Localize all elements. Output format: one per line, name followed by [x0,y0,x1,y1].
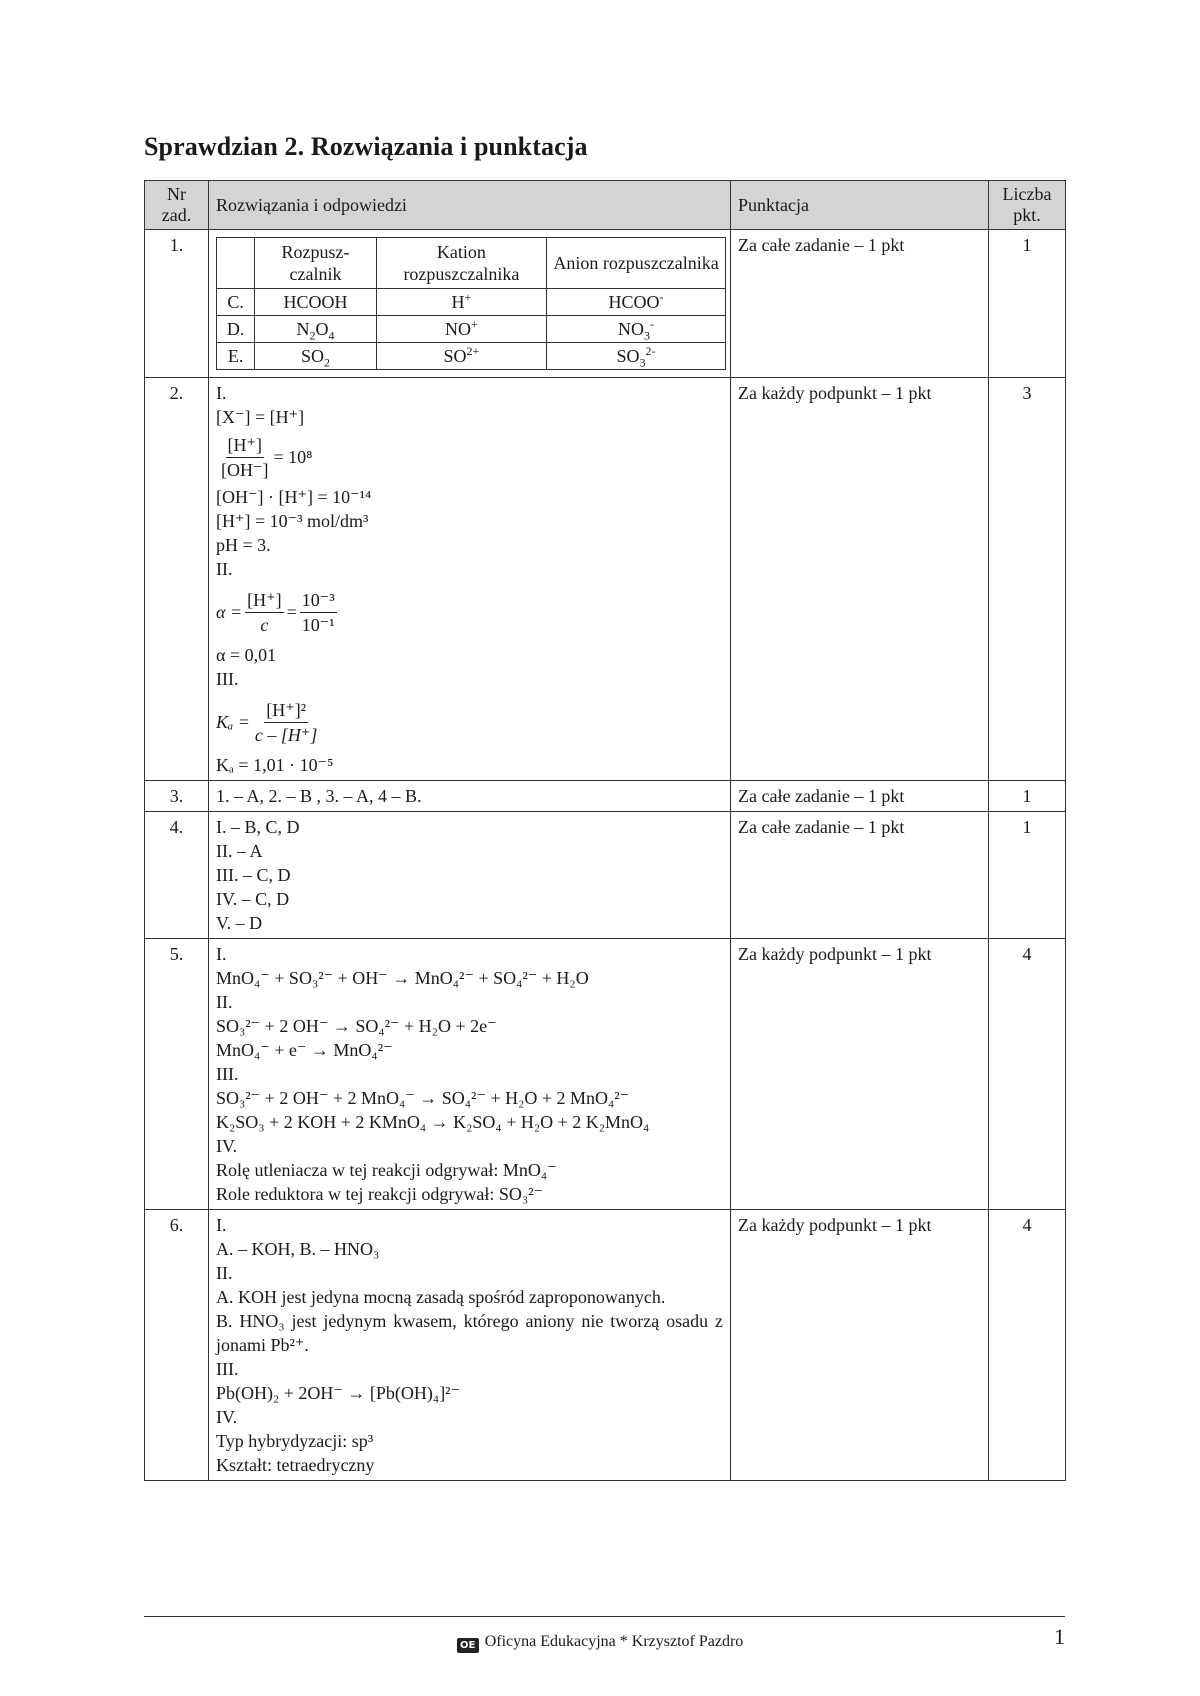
table-row-task-3 [145,781,1066,812]
anion-cell [547,289,726,316]
solution-line: Rolę utleniacza w tej reakcji odgrywał: MnO₄⁻ [216,1160,557,1180]
task-points: 1 [989,812,1066,939]
fraction-denominator: c – [H⁺] [254,724,318,745]
table-header-row [145,181,1066,230]
solution-line: Pb(OH)₂ + 2OH⁻ → [Pb(OH)₄]²⁻ [216,1383,461,1403]
fraction [219,433,271,482]
anion-cell [547,343,726,370]
solvent-ion-table [216,237,726,370]
solution-line: Kₐ = 1,01 · 10⁻⁵ [216,755,334,775]
anion-charge: - [650,317,655,331]
fraction-numerator: [H⁺] [245,588,284,613]
fraction-numerator: 10⁻³ [300,588,337,613]
solvent-text: SO [301,346,325,366]
header-task-number: Nr zad. [145,181,209,230]
solution-line: pH = 3. [216,535,271,555]
fraction-numerator: [H⁺] [226,433,265,458]
anion-text: NO [618,319,645,339]
solution-line: [H⁺] = 10⁻³ mol/dm³ [216,511,369,531]
footer-divider [144,1616,1065,1617]
solvent-cell [255,316,376,343]
equation-lhs: α = [216,602,243,622]
solution-line: 1. – A, 2. – B , 3. – A, 4 – B. [216,786,422,806]
solvent-text: O [315,319,329,339]
cation-text: SO [443,346,467,366]
solvent-subscript: 2 [324,355,331,370]
solution-line: α = 0,01 [216,645,277,665]
task-solution [209,378,731,781]
equals-sign: = [286,602,297,622]
header-solutions: Rozwiązania i odpowiedzi [209,181,731,230]
solution-line: I. [216,944,227,964]
table-row-task-5 [145,939,1066,1210]
cation-cell [376,343,546,370]
task-solution [209,230,731,378]
solvent-subscript: 4 [328,328,335,343]
table-row-task-4 [145,812,1066,939]
row-key: C. [217,289,255,316]
table-row-task-1 [145,230,1066,378]
header-points: Liczba pkt. [989,181,1066,230]
fraction-denominator: 10⁻¹ [301,614,335,635]
solution-line: II. [216,992,233,1012]
footer-publisher: Oficyna Edukacyjna * Krzysztof Pazdro [484,1633,744,1650]
solution-line: A. KOH jest jedyna mocną zasadą spośród zaproponowanych. [216,1287,666,1307]
task-solution [209,939,731,1210]
anion-charge: - [659,290,664,304]
inner-header-anion: Anion rozpuszczalnika [547,238,726,289]
footer [0,1633,1200,1653]
task-number: 5. [145,939,209,1210]
solutions-table [144,180,1066,1481]
cation-cell [376,316,546,343]
task-points: 1 [989,781,1066,812]
solution-line: SO₃²⁻ + 2 OH⁻ + 2 MnO₄⁻ → SO₄²⁻ + H₂O + 2 MnO₄²⁻ [216,1088,630,1108]
inner-header-cation: Kation rozpuszczalnika [376,238,546,289]
table-row-task-6 [145,1210,1066,1481]
solution-line: Kształt: tetraedryczny [216,1455,375,1475]
fraction [253,698,320,747]
task-solution [209,812,731,939]
solution-line: I. – B, C, D [216,817,300,837]
solvent-cell [255,343,376,370]
fraction-equation [216,581,723,643]
solution-line: SO₃²⁻ + 2 OH⁻ → SO₄²⁻ + H₂O + 2e⁻ [216,1016,497,1036]
task-scoring: Za każdy podpunkt – 1 pkt [731,378,989,781]
anion-charge: 2- [645,344,656,358]
solution-line: Typ hybrydyzacji: sp³ [216,1431,374,1451]
solution-line: II. [216,1263,233,1283]
cation-text: NO [445,319,472,339]
cation-text: H [451,292,465,312]
fraction-denominator: c [260,614,269,635]
anion-text: HCOO [608,292,660,312]
solution-line: II. – A [216,841,263,861]
equation-lhs: Kₐ = [216,712,250,732]
solution-line: III. – C, D [216,865,291,885]
inner-row [217,316,726,343]
task-scoring: Za każdy podpunkt – 1 pkt [731,1210,989,1481]
fraction-equation [216,429,723,485]
task-scoring: Za całe zadanie – 1 pkt [731,812,989,939]
task-points: 4 [989,1210,1066,1481]
solution-line: [OH⁻] · [H⁺] = 10⁻¹⁴ [216,487,372,507]
task-scoring: Za całe zadanie – 1 pkt [731,781,989,812]
task-points: 1 [989,230,1066,378]
inner-header-empty [217,238,255,289]
solution-line: K₂SO₃ + 2 KOH + 2 KMnO₄ → K₂SO₄ + H₂O + 2 K₂MnO₄ [216,1112,650,1132]
solution-line: I. [216,1215,227,1235]
fraction [300,588,337,637]
solution-line: MnO₄⁻ + e⁻ → MnO₄²⁻ [216,1040,393,1060]
solution-line: [X⁻] = [H⁺] [216,407,305,427]
anion-subscript: 3 [644,328,651,343]
solution-line: B. HNO₃ jest jedynym kwasem, którego aniony nie tworzą osadu z jonami Pb²⁺. [216,1311,723,1355]
page-number: 1 [1054,1624,1065,1649]
cation-charge: + [464,290,472,304]
inner-row [217,343,726,370]
task-points: 3 [989,378,1066,781]
fraction-denominator: [OH⁻] [221,459,269,480]
task-number: 2. [145,378,209,781]
cation-charge: 2+ [466,344,480,358]
task-scoring: Za każdy podpunkt – 1 pkt [731,939,989,1210]
fraction-numerator: [H⁺]² [264,698,308,723]
task-points: 4 [989,939,1066,1210]
anion-text: SO [616,346,640,366]
solution-line: III. [216,1064,239,1084]
anion-subscript: 3 [639,355,646,370]
row-key: D. [217,316,255,343]
task-number: 6. [145,1210,209,1481]
fraction [245,588,284,637]
solvent-text: N [296,319,310,339]
solution-line: III. [216,1359,239,1379]
solution-line: IV. [216,1136,238,1156]
solution-line: I. [216,383,227,403]
inner-row [217,289,726,316]
page-title: Sprawdzian 2. Rozwiązania i punktacja [144,132,588,161]
inner-header-row [217,238,726,289]
solvent-cell: HCOOH [255,289,376,316]
task-number: 4. [145,812,209,939]
table-row-task-2 [145,378,1066,781]
solution-line: V. – D [216,913,263,933]
solvent-subscript: 2 [309,328,316,343]
publisher-logo-icon: OE [457,1638,479,1653]
task-solution [209,1210,731,1481]
row-key: E. [217,343,255,370]
solution-line: IV. – C, D [216,889,290,909]
task-number: 3. [145,781,209,812]
task-solution [209,781,731,812]
cation-charge: + [471,317,478,331]
anion-cell [547,316,726,343]
solution-line: A. – KOH, B. – HNO₃ [216,1239,380,1259]
solution-line: IV. [216,1407,238,1427]
inner-header-solvent: Rozpusz-czalnik [255,238,376,289]
cation-cell [376,289,546,316]
solution-line: MnO₄⁻ + SO₃²⁻ + OH⁻ → MnO₄²⁻ + SO₄²⁻ + H₂O [216,968,589,988]
solution-line: Role reduktora w tej reakcji odgrywał: SO₃²⁻ [216,1184,544,1204]
solution-line: III. [216,669,239,689]
solution-line: II. [216,559,233,579]
equation-rhs: = 10⁸ [273,447,313,467]
header-scoring: Punktacja [731,181,989,230]
task-number: 1. [145,230,209,378]
task-scoring: Za całe zadanie – 1 pkt [731,230,989,378]
fraction-equation [216,691,723,753]
